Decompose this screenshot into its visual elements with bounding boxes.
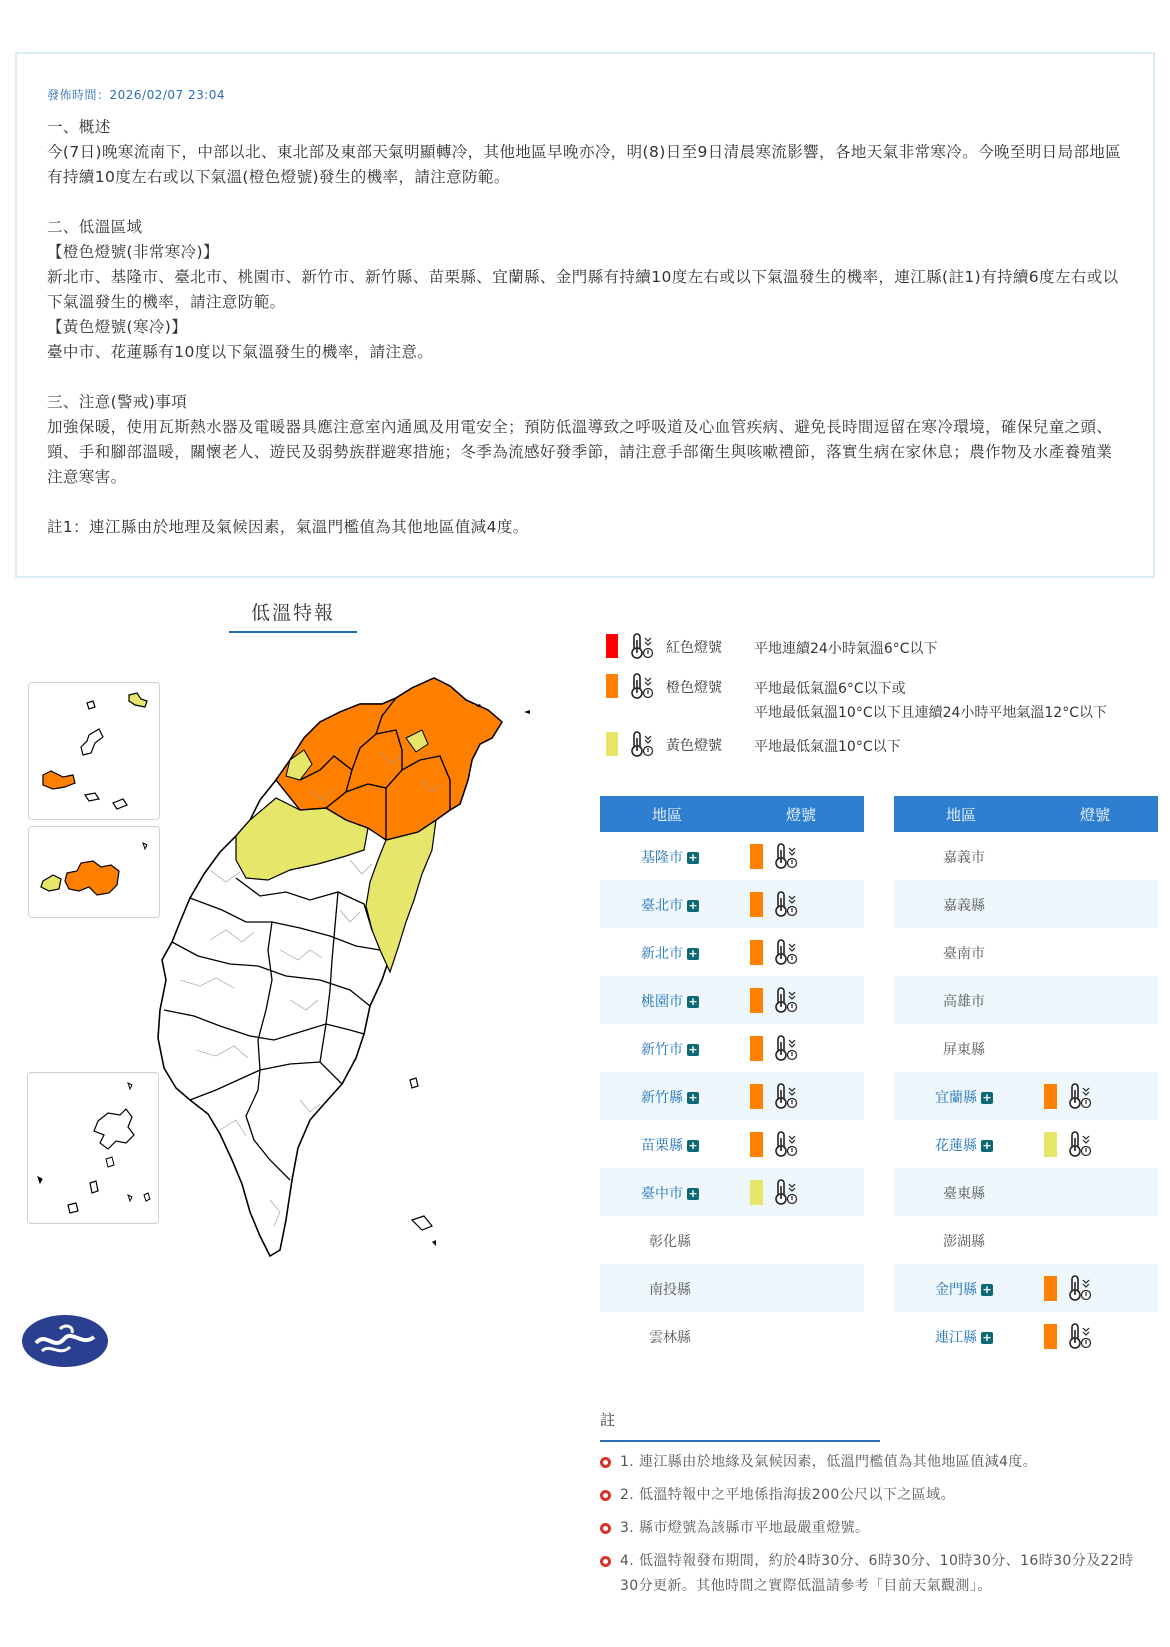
light-swatch-orange <box>750 1036 763 1061</box>
region-name[interactable]: 金門縣 <box>935 1282 977 1298</box>
table-row <box>600 1168 864 1216</box>
bulletin-paragraph: 註1：連江縣由於地理及氣候因素，氣溫門檻值為其他地區值減4度。 <box>47 518 529 536</box>
light-swatch-orange <box>750 988 763 1013</box>
expand-plus-icon[interactable]: + <box>688 1187 698 1200</box>
bullet-icon <box>600 1556 611 1567</box>
region-name[interactable]: 臺北市 <box>641 898 683 914</box>
region-cell[interactable] <box>894 1135 1034 1155</box>
bullet-icon <box>600 1490 611 1501</box>
region-name[interactable]: 連江縣 <box>935 1330 977 1346</box>
region-cell <box>894 847 1034 867</box>
table-row <box>894 1120 1158 1168</box>
region-cell[interactable] <box>600 1183 740 1203</box>
expand-plus-icon[interactable]: + <box>688 1043 698 1056</box>
bulletin-paragraph: 臺中市、花蓮縣有10度以下氣溫發生的機率，請注意。 <box>47 343 434 361</box>
region-name: 南投縣 <box>649 1282 691 1298</box>
light-swatch-orange <box>750 1084 763 1109</box>
table-row <box>894 1312 1158 1360</box>
note-text: 3. 縣市燈號為該縣市平地最嚴重燈號。 <box>620 1520 870 1536</box>
bulletin-paragraph: 【橙色燈號(非常寒冷)】 <box>47 243 219 261</box>
table-row <box>600 976 864 1024</box>
legend-desc-orange <box>754 677 1107 725</box>
region-name[interactable]: 新竹縣 <box>641 1090 683 1106</box>
region-cell[interactable] <box>600 991 740 1011</box>
table-row <box>600 880 864 928</box>
region-cell <box>600 1279 740 1299</box>
light-swatch-orange <box>1044 1084 1057 1109</box>
legend-name-red: 紅色燈號 <box>666 640 722 656</box>
expand-plus-icon[interactable]: + <box>688 899 698 912</box>
table-row <box>894 928 1158 976</box>
region-cell[interactable] <box>894 1279 1034 1299</box>
legend-row-yellow <box>606 730 1146 760</box>
bullet-icon <box>600 1523 611 1534</box>
region-name: 高雄市 <box>943 994 985 1010</box>
region-cell <box>894 943 1034 963</box>
paragraph-gap <box>47 190 1123 215</box>
map-title: 低溫特報 <box>229 598 357 633</box>
legend-desc-line: 平地連續24小時氣溫6°C以下 <box>754 641 938 657</box>
table-row <box>600 1216 864 1264</box>
cwa-logo <box>20 1313 110 1369</box>
notes-list <box>600 1450 1150 1599</box>
table-body <box>894 832 1158 1360</box>
note-item <box>600 1483 1150 1508</box>
region-name: 澎湖縣 <box>943 1234 985 1250</box>
table-row <box>600 1312 864 1360</box>
region-name: 屏東縣 <box>943 1042 985 1058</box>
paragraph-gap <box>47 365 1123 390</box>
region-name[interactable]: 新竹市 <box>641 1042 683 1058</box>
light-swatch-orange <box>750 1132 763 1157</box>
region-cell <box>894 991 1034 1011</box>
legend-swatch-red <box>606 634 618 658</box>
note-text: 2. 低溫特報中之平地係指海拔200公尺以下之區域。 <box>620 1487 955 1503</box>
region-cell[interactable] <box>600 847 740 867</box>
thermometer-icon <box>772 1082 798 1110</box>
thermometer-icon <box>772 1034 798 1062</box>
thermometer-icon <box>628 730 654 758</box>
bullet-icon <box>600 1457 611 1468</box>
notes-title: 註 <box>600 1409 880 1442</box>
thermometer-icon <box>1066 1130 1092 1158</box>
light-swatch-orange <box>750 892 763 917</box>
inset-penghu <box>27 1072 159 1224</box>
thermometer-icon <box>772 1178 798 1206</box>
region-name[interactable]: 新北市 <box>641 946 683 962</box>
warning-map <box>20 640 570 1360</box>
table-row <box>894 1168 1158 1216</box>
header-light: 燈號 <box>786 806 817 824</box>
region-name: 臺東縣 <box>943 1186 985 1202</box>
table-row <box>600 1024 864 1072</box>
bulletin-paragraph: 加強保暖，使用瓦斯熱水器及電暖器具應注意室內通風及用電安全；預防低溫導致之呼吸道及心血管疾病、避免長時間逗留在寒冷環境，確保兒童之頭、頸、手和腳部溫暖，關懷老人、遊民及弱勢族群避寒措施；冬季為流感好發季節，請注意手部衛生與咳嗽禮節，落實生病在家休息；農作物及水產養殖業注意寒害。 <box>47 418 1113 486</box>
thermometer-icon <box>772 986 798 1014</box>
table-row <box>600 832 864 880</box>
region-cell[interactable] <box>600 1087 740 1107</box>
taiwan-map <box>150 660 570 1300</box>
region-cell[interactable] <box>600 1135 740 1155</box>
light-swatch-orange <box>1044 1324 1057 1349</box>
table-row <box>894 1264 1158 1312</box>
region-name: 臺南市 <box>943 946 985 962</box>
table-row <box>600 928 864 976</box>
expand-plus-icon[interactable]: + <box>982 1139 992 1152</box>
thermometer-icon <box>628 632 654 660</box>
table-row <box>894 976 1158 1024</box>
expand-plus-icon[interactable]: + <box>688 947 698 960</box>
legend-row-red <box>606 632 1146 662</box>
note-text: 4. 低溫特報發布期間，約於4時30分、6時30分、10時30分、16時30分及22時30分更新。其他時間之實際低溫請參考「目前天氣觀測」。 <box>620 1553 1134 1594</box>
legend-desc-red <box>754 637 938 661</box>
kinmen-map <box>29 827 161 919</box>
table-header <box>600 796 864 832</box>
region-name[interactable]: 基隆市 <box>641 850 683 866</box>
legend-swatch-orange <box>606 674 618 698</box>
inset-kinmen <box>28 826 160 918</box>
light-swatch-orange <box>1044 1276 1057 1301</box>
bulletin-box <box>15 52 1155 578</box>
region-cell[interactable] <box>894 1327 1034 1347</box>
thermometer-icon <box>1066 1322 1092 1350</box>
expand-plus-icon[interactable]: + <box>982 1331 992 1344</box>
expand-plus-icon[interactable]: + <box>688 1139 698 1152</box>
bulletin-paragraph: 二、低溫區域 <box>47 218 143 236</box>
region-name[interactable]: 桃園市 <box>641 994 683 1010</box>
table-row <box>894 1216 1158 1264</box>
region-name[interactable]: 宜蘭縣 <box>935 1090 977 1106</box>
expand-plus-icon[interactable]: + <box>688 1091 698 1104</box>
notes-section <box>600 1409 1150 1599</box>
expand-plus-icon[interactable]: + <box>688 851 698 864</box>
note-item <box>600 1450 1150 1475</box>
table-header <box>894 796 1158 832</box>
bulletin-body <box>47 115 1123 540</box>
table-row <box>894 832 1158 880</box>
table-body <box>600 832 864 1360</box>
note-text: 1. 連江縣由於地緣及氣候因素，低溫門檻值為其他地區值減4度。 <box>620 1454 1038 1470</box>
region-name[interactable]: 臺中市 <box>641 1186 683 1202</box>
region-name: 雲林縣 <box>649 1330 691 1346</box>
region-cell <box>894 895 1034 915</box>
table-row <box>894 1072 1158 1120</box>
region-table-left <box>600 796 864 1360</box>
table-row <box>600 1264 864 1312</box>
penghu-map <box>28 1073 160 1225</box>
paragraph-gap <box>47 490 1123 515</box>
thermometer-icon <box>772 890 798 918</box>
thermometer-icon <box>772 938 798 966</box>
thermometer-icon <box>772 842 798 870</box>
thermometer-icon <box>772 1130 798 1158</box>
note-item <box>600 1549 1150 1599</box>
region-name: 嘉義縣 <box>943 898 985 914</box>
expand-plus-icon[interactable]: + <box>982 1283 992 1296</box>
region-cell[interactable] <box>600 1039 740 1059</box>
legend <box>606 632 1146 760</box>
legend-row-orange <box>606 672 1146 730</box>
legend-desc-line: 平地最低氣溫10°C以下且連續24小時平地氣溫12°C以下 <box>754 705 1107 721</box>
light-swatch-orange <box>750 940 763 965</box>
light-swatch-yellow <box>750 1180 763 1205</box>
region-name[interactable]: 苗栗縣 <box>641 1138 683 1154</box>
bulletin-paragraph: 一、概述 <box>47 118 111 136</box>
thermometer-icon <box>628 672 654 700</box>
table-row <box>600 1120 864 1168</box>
region-cell <box>600 1327 740 1347</box>
bulletin-paragraph: 今(7日)晚寒流南下，中部以北、東北部及東部天氣明顯轉冷，其他地區早晚亦冷，明(8)日至9日清晨寒流影響，各地天氣非常寒冷。今晚至明日局部地區有持續10度左右或以下氣溫(橙色燈號)發生的機率，請注意防範。 <box>47 143 1122 186</box>
light-swatch-orange <box>750 844 763 869</box>
legend-name-yellow: 黃色燈號 <box>666 738 722 754</box>
legend-desc-line: 平地最低氣溫10°C以下 <box>754 739 901 755</box>
table-row <box>600 1072 864 1120</box>
table-row <box>894 1024 1158 1072</box>
thermometer-icon <box>1066 1274 1092 1302</box>
region-cell[interactable] <box>600 895 740 915</box>
legend-swatch-yellow <box>606 732 618 756</box>
header-region: 地區 <box>946 806 977 824</box>
header-light: 燈號 <box>1080 806 1111 824</box>
expand-plus-icon[interactable]: + <box>982 1091 992 1104</box>
region-cell <box>894 1231 1034 1251</box>
region-cell <box>894 1183 1034 1203</box>
thermometer-icon <box>1066 1082 1092 1110</box>
region-cell[interactable] <box>600 943 740 963</box>
region-name: 嘉義市 <box>943 850 985 866</box>
region-cell <box>894 1039 1034 1059</box>
legend-desc-yellow <box>754 735 901 759</box>
region-cell[interactable] <box>894 1087 1034 1107</box>
expand-plus-icon[interactable]: + <box>688 995 698 1008</box>
bulletin-paragraph: 【黃色燈號(寒冷)】 <box>47 318 188 336</box>
issue-time: 發佈時間：2026/02/07 23:04 <box>47 88 226 102</box>
legend-desc-line: 平地最低氣溫6°C以下或 <box>754 681 906 697</box>
note-item <box>600 1516 1150 1541</box>
inset-matsu <box>28 682 160 820</box>
region-cell <box>600 1231 740 1251</box>
header-region: 地區 <box>652 806 683 824</box>
bulletin-paragraph: 三、注意(警戒)事項 <box>47 393 188 411</box>
region-name: 彰化縣 <box>649 1234 691 1250</box>
region-table-right <box>894 796 1158 1360</box>
matsu-map <box>29 683 161 821</box>
legend-name-orange: 橙色燈號 <box>666 680 722 696</box>
light-swatch-yellow <box>1044 1132 1057 1157</box>
region-name[interactable]: 花蓮縣 <box>935 1138 977 1154</box>
bulletin-paragraph: 新北市、基隆市、臺北市、桃園市、新竹市、新竹縣、苗栗縣、宜蘭縣、金門縣有持續10度左右或以下氣溫發生的機率，連江縣(註1)有持續6度左右或以下氣溫發生的機率，請注意防範。 <box>47 268 1119 311</box>
table-row <box>894 880 1158 928</box>
